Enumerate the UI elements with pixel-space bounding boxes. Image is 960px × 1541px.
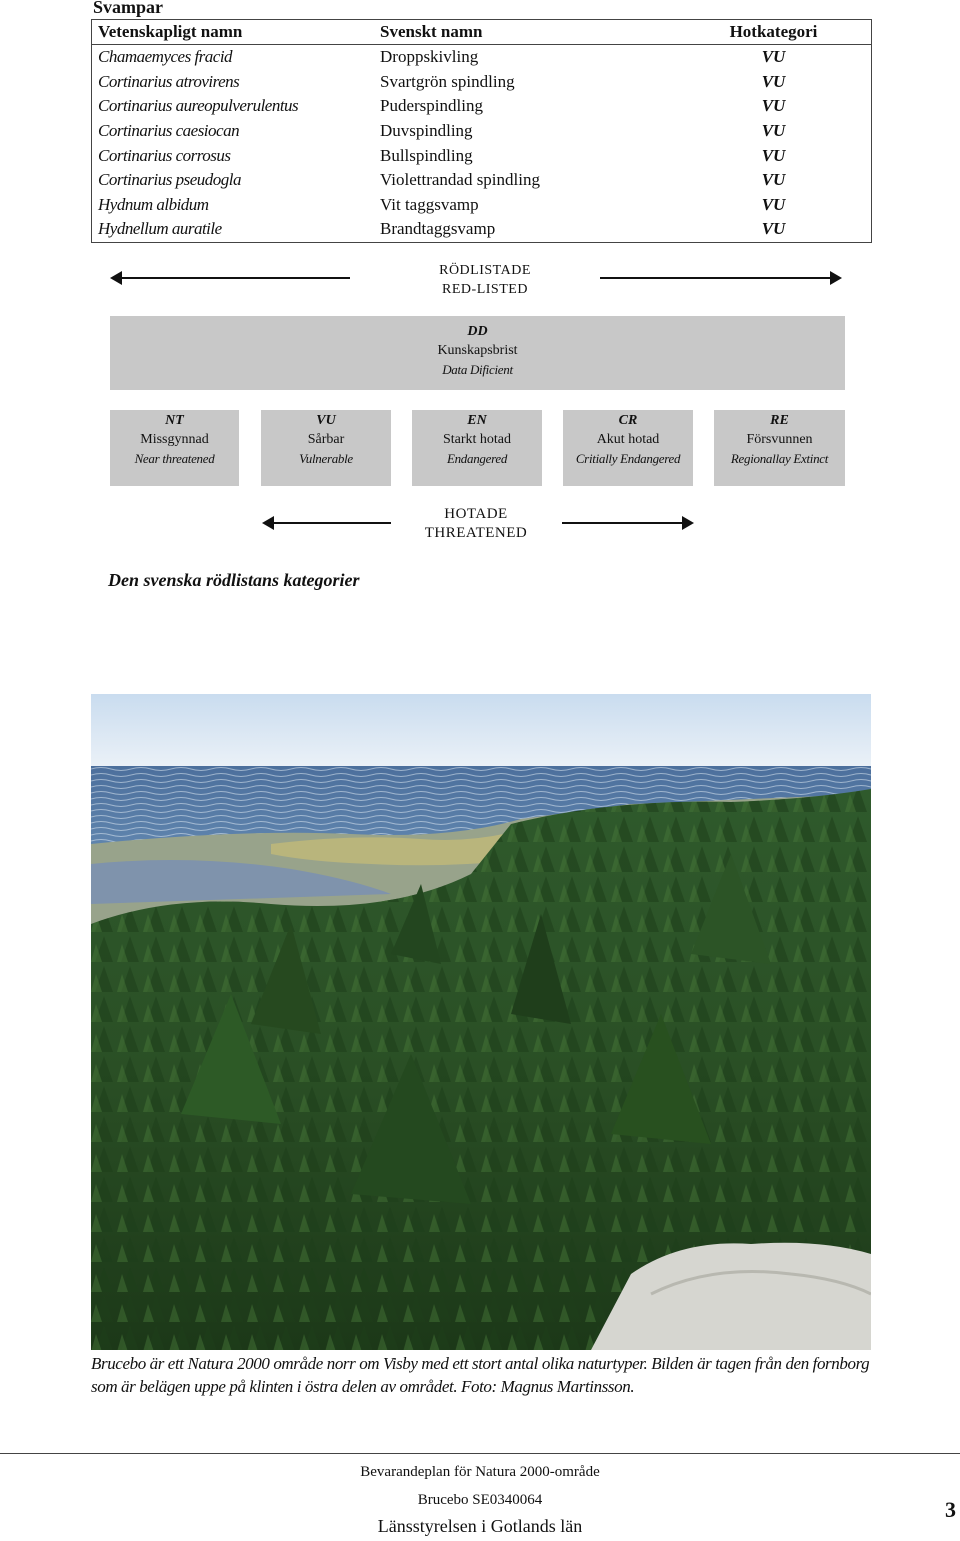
dd-code: DD [467,324,488,339]
table-row [92,168,872,193]
category-box-en [412,410,542,486]
threatened-en: THREATENED [424,525,528,541]
threat-category: VU [761,145,786,165]
section-heading: Svampar [93,0,164,17]
category-box-cr [563,410,693,486]
column-header-category: Hotkategori [676,20,872,45]
category-sv: Försvunnen [746,432,813,447]
category-box-nt [110,410,239,486]
threatened-right-arrow-icon [562,522,692,524]
table-row [92,193,872,218]
threat-category: VU [761,71,786,91]
redlisted-left-arrow-icon [112,277,350,279]
redlisted-en: RED-LISTED [442,282,528,297]
photo-drawing [91,694,871,1350]
swedish-name: Svartgrön spindling [380,71,515,91]
dd-category-box [110,316,845,390]
table-row [92,94,872,119]
dd-sv: Kunskapsbrist [437,343,518,358]
species-table [91,19,872,243]
threat-category: VU [761,170,786,190]
table-row [92,119,872,144]
swedish-name: Vit taggsvamp [380,194,479,214]
footer-site-code: Brucebo SE0340064 [417,1492,543,1508]
swedish-name: Droppskivling [380,47,479,67]
category-en: Critially Endangered [575,451,681,466]
threatened-sv: HOTADE [444,506,508,522]
category-sv: Starkt hotad [442,432,512,447]
scientific-name: Cortinarius pseudogla [98,170,241,190]
scientific-name: Cortinarius corrosus [98,145,231,165]
category-box-vu [261,410,391,486]
table-header-row [92,20,872,45]
category-sv: Missgynnad [140,432,209,447]
diagram-caption: Den svenska rödlistans kategorier [108,570,360,590]
swedish-name: Puderspindling [380,96,483,116]
photo-caption: Brucebo är ett Natura 2000 område norr om Visby med ett stort antal olika naturtyper. Bilden är tagen från den fornborg som är belägen uppe på klinten i östra delen av området. Foto: Magnus Martinsson. [91,1354,870,1396]
category-box-re [714,410,845,486]
category-code: EN [467,413,487,428]
category-en: Near threatened [134,451,215,466]
scientific-name: Cortinarius atrovirens [98,71,240,91]
swedish-name: Violettrandad spindling [380,170,540,190]
category-en: Vulnerable [299,451,353,466]
swedish-name: Brandtaggsvamp [380,219,496,239]
footer-authority: Länsstyrelsen i Gotlands län [377,1516,583,1536]
redlisted-sv: RÖDLISTADE [439,263,531,278]
threatened-label [400,505,552,543]
landscape-photo [91,694,871,1350]
category-en: Endangered [446,451,508,466]
category-sv: Sårbar [307,432,345,447]
threat-category: VU [761,194,786,214]
table-row [92,217,872,242]
threatened-left-arrow-icon [264,522,391,524]
page-number: 3 [945,1497,956,1522]
redlisted-right-arrow-icon [600,277,840,279]
threat-category: VU [761,96,786,116]
table-row [92,70,872,95]
scientific-name: Hydnum albidum [98,194,209,214]
scientific-name: Cortinarius caesiocan [98,121,240,141]
dd-en: Data Dificient [442,362,513,377]
column-header-scientific: Vetenskapligt namn [92,20,375,45]
scientific-name: Chamaemyces fracid [98,47,233,67]
category-code: VU [316,413,336,428]
category-code: NT [165,413,184,428]
table-row [92,143,872,168]
category-sv: Akut hotad [596,432,660,447]
threat-category: VU [761,47,786,67]
column-header-swedish: Svenskt namn [374,20,676,45]
category-code: CR [618,413,638,428]
category-en: Regionallay Extinct [730,451,829,466]
swedish-name: Duvspindling [380,121,473,141]
footer-divider [0,1453,960,1454]
threat-category: VU [761,121,786,141]
threat-category: VU [761,219,786,239]
redlisted-label [380,261,590,299]
swedish-name: Bullspindling [380,145,473,165]
category-code: RE [770,413,789,428]
table-row [92,45,872,70]
scientific-name: Hydnellum auratile [98,219,222,239]
footer-plan-title: Bevarandeplan för Natura 2000-område [360,1464,600,1480]
scientific-name: Cortinarius aureopulverulentus [98,96,299,116]
